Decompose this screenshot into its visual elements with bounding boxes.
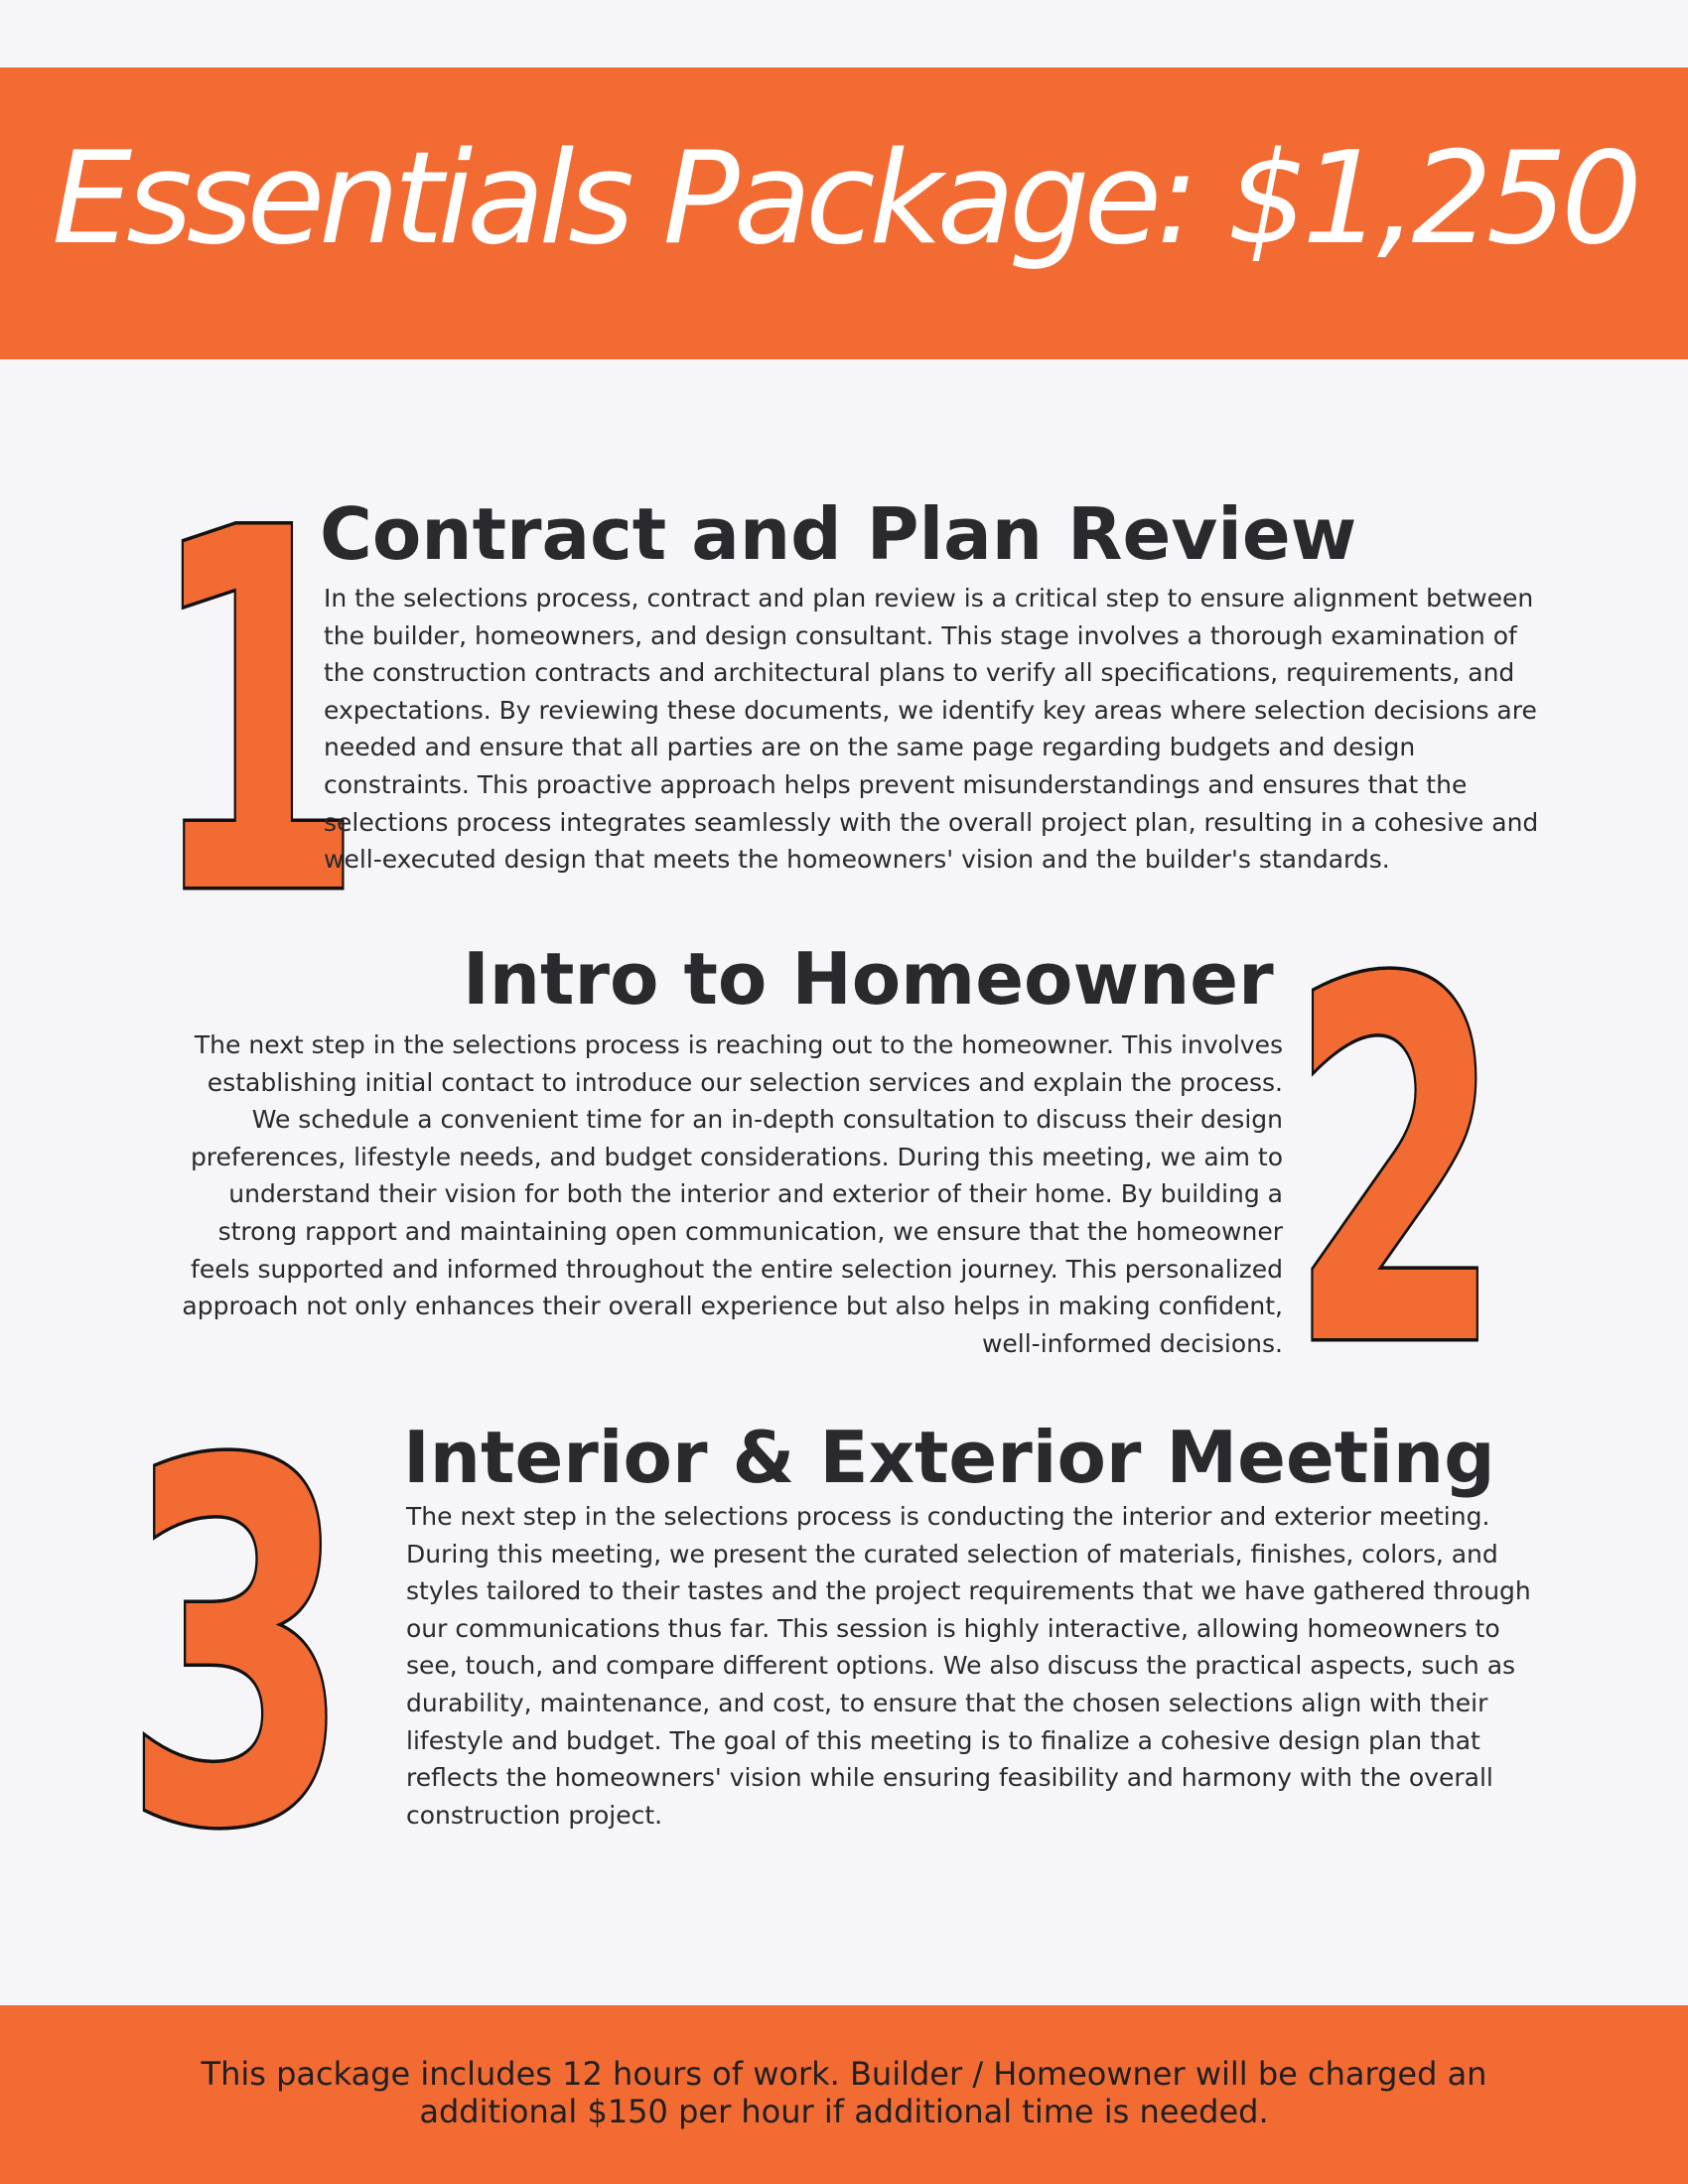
footer-banner	[0, 2005, 1688, 2184]
step-number-2: 2	[1289, 878, 1503, 1455]
section-title-intro-to-homeowner: Intro to Homeowner	[463, 937, 1274, 1021]
section-title-interior-exterior-meeting: Interior & Exterior Meeting	[403, 1416, 1495, 1499]
step-number-3: 3	[123, 1359, 352, 1937]
footer-note: This package includes 12 hours of work. Builder / Homeowner will be charged an additional $150 per hour if additional time is needed.	[201, 2055, 1487, 2130]
section-title-contract-plan-review: Contract and Plan Review	[320, 492, 1357, 576]
step-number-1: 1	[149, 426, 352, 1004]
section-body-contract-plan-review: In the selections process, contract and plan review is a critical step to ensure alignment between the builder, homeowners, and design consultant. This stage involves a thorough examination of the construction contracts and architectural plans to verify all specifications, requirements, and expectations. By reviewing these documents, we identify key areas where selection decisions are needed and ensure that all parties are on the same page regarding budgets and design constraints. This proactive approach helps prevent misunderstandings and ensures that the selections process integrates seamlessly with the overall project plan, resulting in a cohesive and well-executed design that meets the homeowners' vision and the builder's standards.	[324, 584, 1539, 875]
section-body-interior-exterior-meeting: The next step in the selections process is conducting the interior and exterior meeting. During this meeting, we present the curated selection of materials, finishes, colors, and styles tailored to their tastes and the project requirements that we have gathered through our communications thus far. This session is highly interactive, allowing homeowners to see, touch, and compare different options. We also discuss the practical aspects, such as durability, maintenance, and cost, to ensure that the chosen selections align with their lifestyle and budget. The goal of this meeting is to finalize a cohesive design plan that reflects the homeowners' vision while ensuring feasibility and harmony with the overall construction project.	[406, 1502, 1531, 1830]
section-body-intro-to-homeowner: The next step in the selections process is reaching out to the homeowner. This involves establishing initial contact to introduce our selection services and explain the process. We schedule a convenient time for an in-depth consultation to discuss their design preferences, lifestyle needs, and budget considerations. During this meeting, we aim to understand their vision for both the interior and exterior of their home. By building a strong rapport and maintaining open communication, we ensure that the homeowner feels supported and informed throughout the entire selection journey. This personalized approach not only enhances their overall experience but also helps in making confident, well-informed decisions.	[182, 1030, 1283, 1358]
header-banner	[0, 68, 1688, 359]
page-title: Essentials Package: $1,250	[52, 125, 1636, 273]
